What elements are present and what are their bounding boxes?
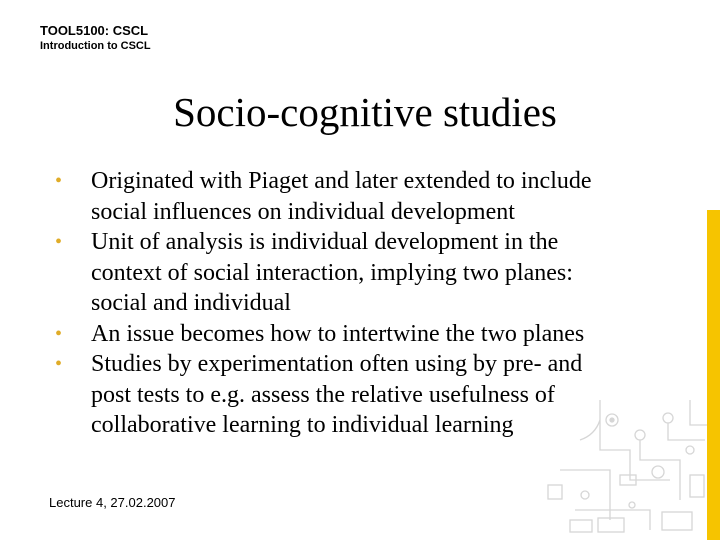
bullet-list	[55, 166, 695, 441]
bullet-marker: •	[55, 322, 63, 345]
bullet-line: social and individual	[91, 290, 291, 316]
bullet-item	[55, 319, 695, 350]
bullet-line: Originated with Piaget and later extended to include	[91, 168, 592, 194]
bullet-line: context of social interaction, implying two planes:	[91, 259, 573, 286]
bullet-line: An issue becomes how to intertwine the two planes	[91, 320, 585, 347]
bullet-line: social influences on individual development	[91, 198, 515, 225]
bullet-item	[55, 349, 695, 441]
bullet-item	[55, 166, 695, 227]
course-code: TOOL5100: CSCL	[40, 23, 149, 38]
bullet-line: Studies by experimentation often using by pre- and	[91, 351, 583, 377]
bullet-marker: •	[55, 170, 63, 192]
slide-title: Socio-cognitive studies	[173, 89, 557, 135]
bullet-marker: •	[55, 231, 63, 253]
bullet-item	[55, 227, 695, 319]
bullet-line: post tests to e.g. assess the relative usefulness of	[91, 381, 555, 408]
bullet-marker: •	[55, 353, 63, 375]
bullet-line: Unit of analysis is individual development in the	[91, 229, 559, 255]
footer-lecture-date: Lecture 4, 27.02.2007	[49, 495, 176, 510]
course-subtitle: Introduction to CSCL	[40, 40, 151, 52]
bullet-line: collaborative learning to individual learning	[91, 412, 514, 438]
accent-side-bar	[707, 210, 720, 540]
